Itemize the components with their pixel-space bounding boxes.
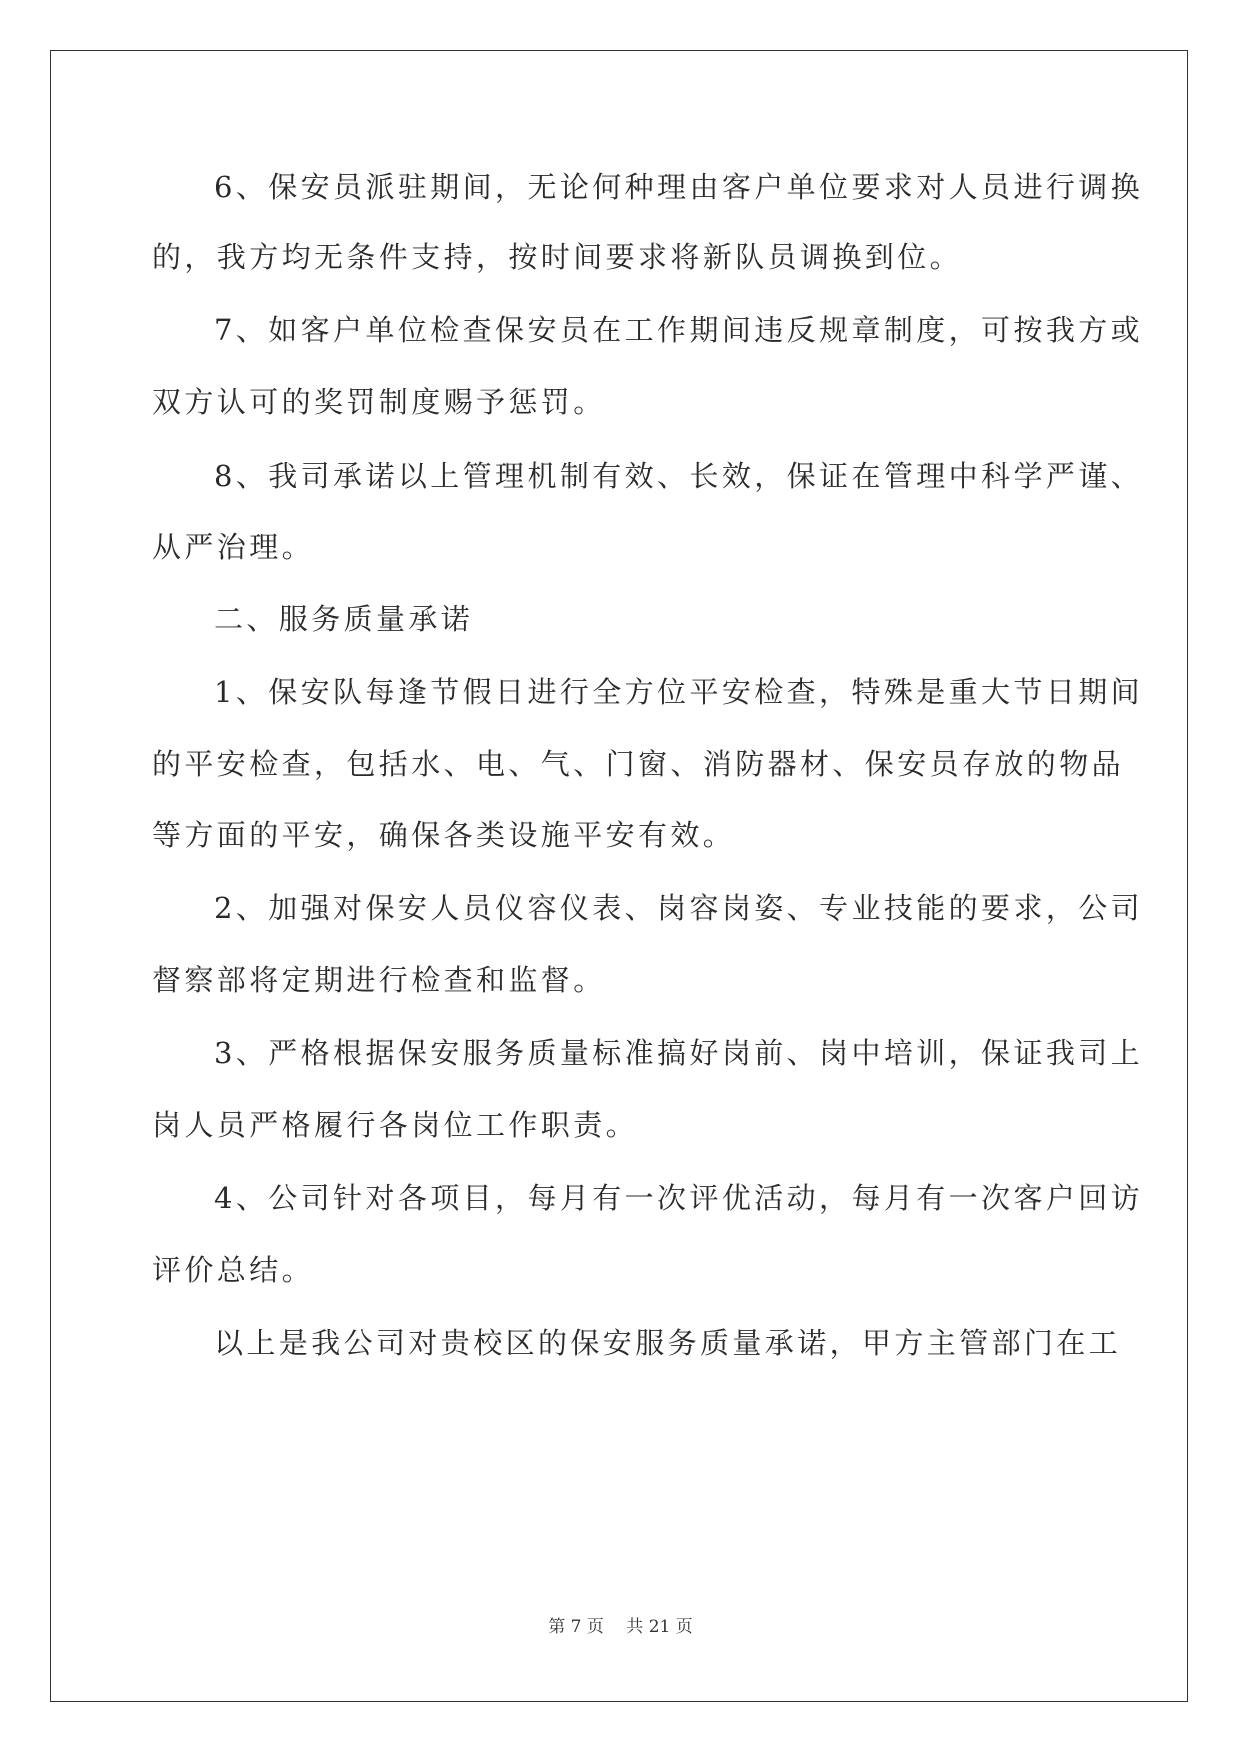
paragraph-line: 2、加强对保安人员仪容仪表、岗容岗姿、专业技能的要求，公司 <box>214 891 1144 925</box>
paragraph-line: 督察部将定期进行检查和监督。 <box>152 963 606 997</box>
paragraph-line: 6、保安员派驻期间，无论何种理由客户单位要求对人员进行调换 <box>214 170 1144 204</box>
paragraph-line: 3、严格根据保安服务质量标准搞好岗前、岗中培训，保证我司上 <box>214 1036 1144 1070</box>
page-border <box>50 50 1188 1702</box>
paragraph-line: 评价总结。 <box>152 1253 315 1287</box>
page-number: 第 7 页 共 21 页 <box>548 1617 693 1637</box>
paragraph-line: 岗人员严格履行各岗位工作职责。 <box>152 1108 639 1142</box>
section-heading: 二、服务质量承诺 <box>214 602 474 636</box>
paragraph-line: 7、如客户单位检查保安员在工作期间违反规章制度，可按我方或 <box>214 313 1144 347</box>
paragraph-line: 1、保安队每逢节假日进行全方位平安检查，特殊是重大节日期间 <box>214 675 1144 709</box>
paragraph-line: 等方面的平安，确保各类设施平安有效。 <box>152 818 736 852</box>
paragraph-line: 8、我司承诺以上管理机制有效、长效，保证在管理中科学严谨、 <box>214 459 1144 493</box>
paragraph-line: 的，我方均无条件支持，按时间要求将新队员调换到位。 <box>152 240 963 274</box>
paragraph-line: 的平安检查，包括水、电、气、门窗、消防器材、保安员存放的物品 <box>152 747 1125 781</box>
paragraph-line: 从严治理。 <box>152 530 315 564</box>
paragraph-line: 以上是我公司对贵校区的保安服务质量承诺，甲方主管部门在工 <box>214 1326 1122 1360</box>
paragraph-line: 4、公司针对各项目，每月有一次评优活动，每月有一次客户回访 <box>214 1181 1144 1215</box>
paragraph-line: 双方认可的奖罚制度赐予惩罚。 <box>152 385 606 419</box>
